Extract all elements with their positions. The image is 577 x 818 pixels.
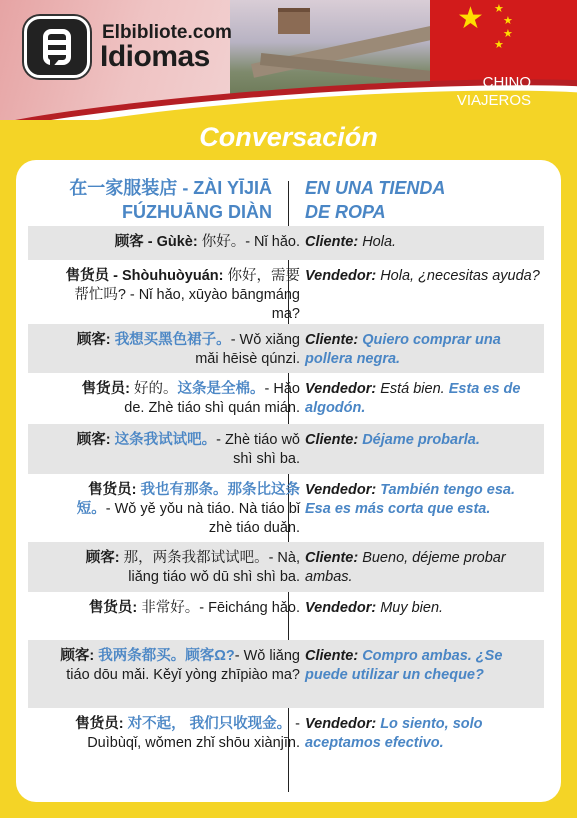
spanish-highlight: Quiero comprar una pollera negra. (305, 332, 501, 367)
chinese-pinyin: - Wǒ yě yǒu nà tiáo. Nà tiáo bǐ zhè tiáo duǎn. (105, 501, 300, 536)
speaker-label: 售货员: (88, 482, 137, 498)
spanish-highlight: También tengo esa. Esa es más corta que esta. (305, 482, 516, 517)
watchtower-shape (278, 8, 310, 34)
flag-small-star-icon: ★ (503, 28, 513, 40)
spanish-line (305, 331, 540, 369)
spanish-heading-line1: EN UNA TIENDA (305, 178, 446, 198)
speaker-label: 顾客: (76, 332, 111, 348)
spanish-line (305, 715, 540, 753)
spanish-line (305, 267, 540, 286)
dialogue-row (28, 424, 544, 474)
chinese-pinyin: - Hǎo de. Zhè tiáo shì quán mián. (124, 381, 300, 416)
speaker-label: Cliente: (305, 550, 359, 566)
spanish-text: Hola, ¿necesitas ayuda? (376, 268, 540, 284)
language-tag-line1: CHINO (482, 74, 531, 91)
speaker-label: 售货员: (88, 600, 138, 616)
chinese-highlight: 这条我试试吧。 (114, 432, 217, 448)
speaker-label: 售货员: (75, 716, 124, 732)
chinese-line (58, 715, 300, 753)
chinese-text: 好的。 (130, 381, 178, 397)
flag-small-star-icon: ★ (494, 39, 504, 51)
chinese-pinyin: - Wǒ liǎng tiáo dōu mǎi. Kěyǐ yòng zhīpiào ma? (66, 648, 300, 683)
spanish-text: Bueno, déjeme probar ambas. (305, 550, 506, 585)
chinese-heading-line1: 在一家服装店 - ZÀI YĪJIĀ (69, 178, 272, 198)
spanish-column-heading (305, 176, 535, 224)
speaker-label: 顾客: (76, 432, 111, 448)
speaker-label: Vendedor: (305, 268, 377, 284)
chinese-pinyin: - Zhè tiáo wǒ shì shì ba. (216, 432, 300, 467)
chinese-text: 非常好。- Fēicháng hǎo. (137, 600, 300, 616)
chinese-line (58, 549, 300, 587)
spanish-text: Muy bien. (376, 600, 444, 616)
spanish-highlight: Lo siento, solo aceptamos efectivo. (305, 716, 483, 751)
speaker-label: Cliente: (305, 432, 359, 448)
dialogue-row (28, 542, 544, 592)
spanish-line (305, 549, 540, 587)
speaker-label: Cliente: (305, 234, 359, 250)
chinese-line (58, 481, 300, 538)
flag-small-star-icon: ★ (503, 15, 513, 27)
dialogue-row (28, 474, 544, 542)
spanish-line (305, 380, 540, 418)
brand-name: Idiomas (100, 40, 210, 73)
chinese-highlight: 我想买黑色裙子。 (114, 332, 231, 348)
flag-big-star-icon: ★ (457, 2, 484, 35)
speaker-label: Cliente: (305, 332, 359, 348)
section-title: Conversación (199, 122, 378, 152)
chinese-highlight: 对不起， 我们只收现金。 (127, 716, 292, 732)
speaker-label: 售货员: (81, 381, 130, 397)
chinese-pinyin: - Duìbùqǐ, wǒmen zhǐ shōu xiànjīn. (87, 716, 300, 751)
spanish-heading-line2: DE ROPA (305, 202, 386, 222)
speaker-label: Vendedor: (305, 482, 377, 498)
speaker-label: 顾客: (60, 648, 95, 664)
spanish-line (305, 647, 540, 685)
chinese-heading-line2: FÚZHUĀNG DIÀN (122, 202, 272, 222)
chinese-line (58, 233, 300, 252)
spanish-line (305, 431, 540, 450)
dialogue-row (28, 324, 544, 373)
chinese-pinyin: - Wǒ xiǎng mǎi hēisè qúnzi. (195, 332, 300, 367)
speaker-label: Cliente: (305, 648, 359, 664)
chinese-highlight: 我两条都买。顾客Ω? (98, 648, 235, 664)
chinese-line (58, 267, 300, 324)
chinese-column-heading (32, 176, 272, 224)
logo-speech-tail (50, 56, 62, 70)
speaker-label: Vendedor: (305, 381, 377, 397)
dialogue-row (28, 260, 544, 324)
dialogue-row (28, 592, 544, 640)
speaker-label: Vendedor: (305, 600, 377, 616)
speaker-label: 顾客 - Gùkè: (114, 234, 198, 250)
spanish-line (305, 481, 540, 519)
chinese-text: 你好。- Nǐ hǎo. (197, 234, 300, 250)
chinese-line (58, 431, 300, 469)
chinese-highlight: 我也有那条。那条比这条短。 (76, 482, 300, 517)
chinese-highlight: 这条是全棉。 (177, 381, 265, 397)
chinese-line (58, 380, 300, 418)
chinese-line (58, 647, 300, 685)
dialogue-row (28, 640, 544, 708)
speaker-label: 售货员 - Shòuhuòyuán: (65, 268, 224, 284)
spanish-text: Hola. (358, 234, 397, 250)
spanish-line (305, 599, 540, 618)
chinese-line (58, 599, 300, 618)
spanish-highlight: Compro ambas. ¿Se puede utilizar un cheque? (305, 648, 503, 683)
chinese-text: 你好，需要帮忙吗? - Nǐ hǎo, xūyào bāngmáng ma? (74, 268, 300, 322)
spanish-highlight: Déjame probarla. (362, 432, 480, 448)
language-tag-line2: VIAJEROS (456, 92, 531, 109)
language-tag (457, 74, 531, 110)
speaker-label: Vendedor: (305, 716, 377, 732)
dialogue-row (28, 226, 544, 260)
spanish-text: Está bien. (376, 381, 449, 397)
chinese-text: 那，两条我都试试吧。- Nà, liǎng tiáo wǒ dū shì shì ba. (119, 550, 300, 585)
flag-small-star-icon: ★ (494, 3, 504, 15)
spanish-highlight: Esta es de algodón. (305, 381, 521, 416)
dialogue-row (28, 373, 544, 424)
chinese-line (58, 331, 300, 369)
dialogue-row (28, 708, 544, 792)
spanish-line (305, 233, 540, 252)
speaker-label: 顾客: (85, 550, 120, 566)
brand-site: Elbibliote.com (102, 22, 232, 43)
